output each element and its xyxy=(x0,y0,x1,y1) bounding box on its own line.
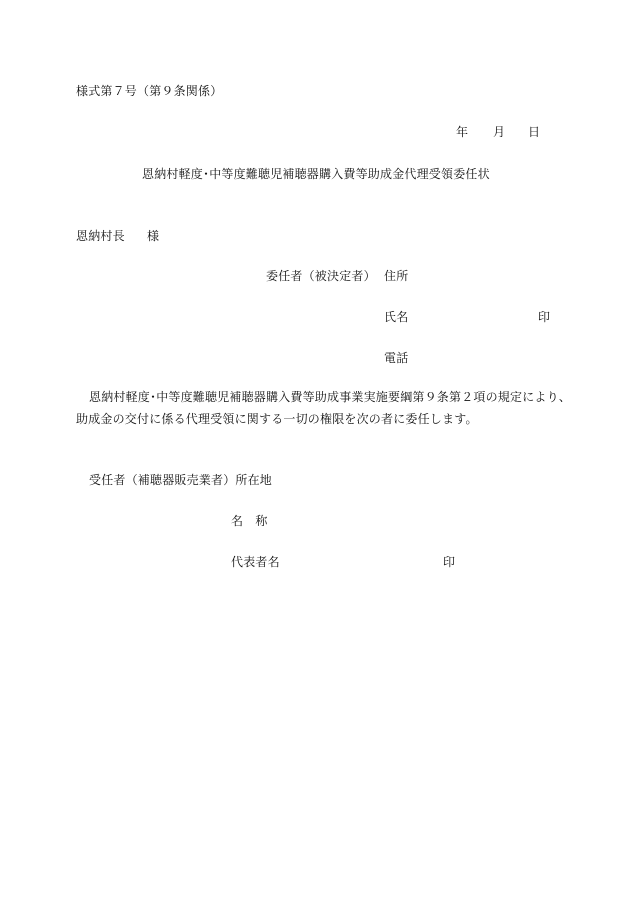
form-number: 様式第７号（第９条関係） xyxy=(76,84,223,98)
delegate-seal-label: 印 xyxy=(443,555,456,569)
delegate-name-label: 名 称 xyxy=(231,514,268,528)
body-line-2: 助成金の交付に係る代理受領に関する一切の権限を次の者に委任します。 xyxy=(76,412,478,426)
date-year-label: 年 xyxy=(456,125,469,139)
delegate-label: 受任者（補聴器販売業者）所在地 xyxy=(89,473,273,487)
addressee-honorific: 様 xyxy=(147,229,160,243)
date-day-label: 日 xyxy=(528,125,541,139)
delegate-representative-label: 代表者名 xyxy=(231,555,280,569)
delegator-label: 委任者（被決定者） xyxy=(266,269,376,283)
delegator-address-label: 住所 xyxy=(384,269,409,283)
body-line-1: 恩納村軽度･中等度難聴児補聴器購入費等助成事業実施要綱第９条第２項の規定により、 xyxy=(89,390,572,404)
delegator-phone-label: 電話 xyxy=(384,351,409,365)
addressee-name: 恩納村長 xyxy=(76,229,125,243)
date-month-label: 月 xyxy=(493,125,506,139)
delegator-seal-label: 印 xyxy=(538,310,551,324)
delegator-name-label: 氏名 xyxy=(384,310,409,324)
document-title: 恩納村軽度･中等度難聴児補聴器購入費等助成金代理受領委任状 xyxy=(142,167,490,181)
